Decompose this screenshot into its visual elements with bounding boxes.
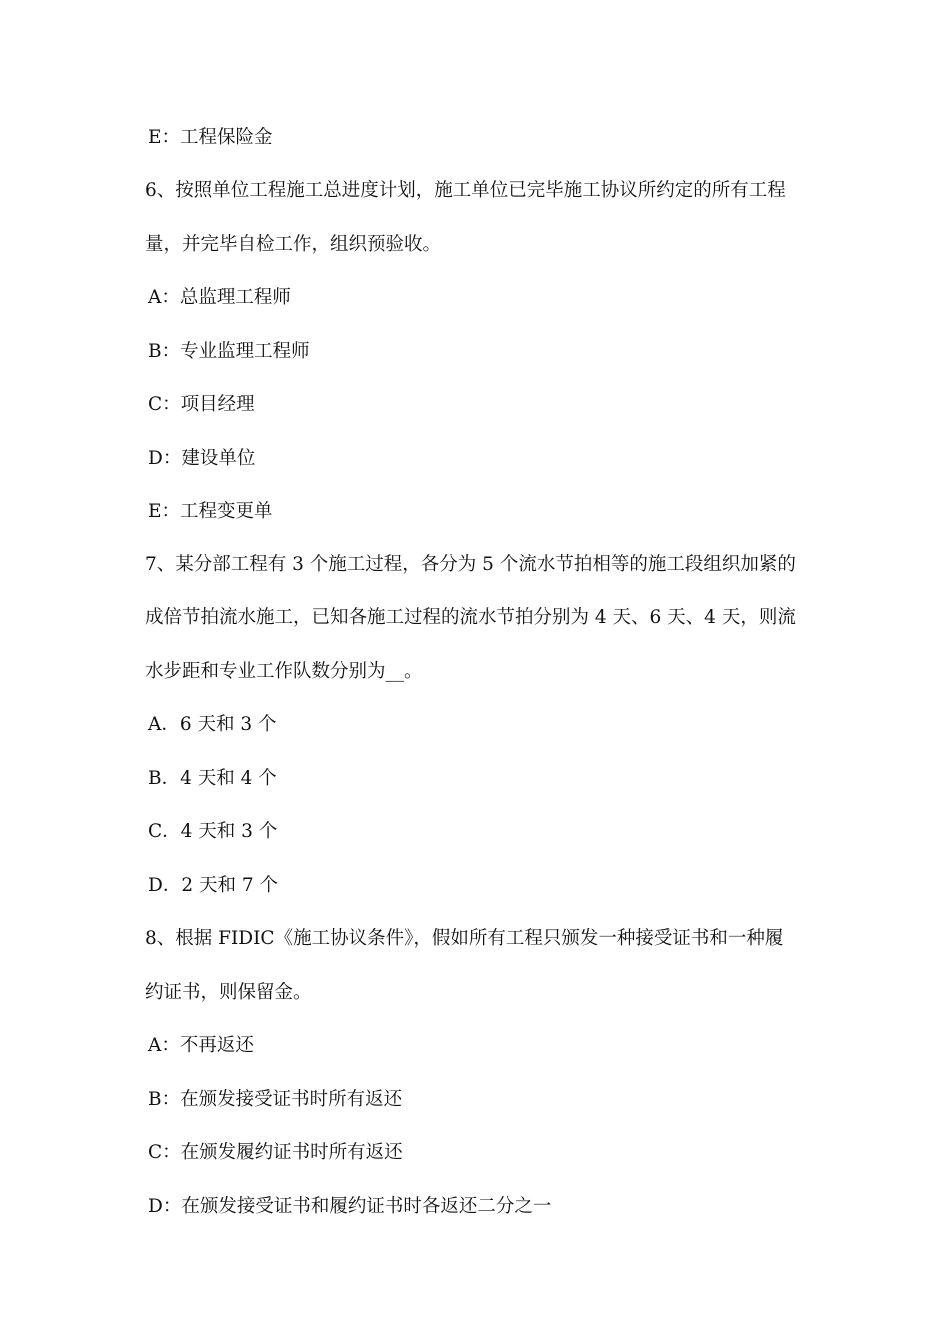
option-a-q8: A：不再返还 <box>148 1035 254 1056</box>
question-8-line-1: 8、根据 FIDIC《施工协议条件》，假如所有工程只颁发一种接受证书和一种履 <box>145 928 784 949</box>
question-8-line-2: 约证书，则保留金。 <box>145 982 312 1003</box>
question-7-line-1: 7、某分部工程有 3 个施工过程，各分为 5 个流水节拍相等的施工段组织加紧的 <box>145 554 796 575</box>
option-d-q8: D：在颁发接受证书和履约证书时各返还二分之一 <box>148 1196 552 1217</box>
option-c-q8: C：在颁发履约证书时所有返还 <box>148 1142 403 1163</box>
option-b-q7: B．4 天和 4 个 <box>148 768 277 789</box>
question-7-line-2: 成倍节拍流水施工，已知各施工过程的流水节拍分别为 4 天、6 天、4 天，则流 <box>145 607 796 628</box>
question-6-line-1: 6、按照单位工程施工总进度计划，施工单位已完毕施工协议所约定的所有工程 <box>145 180 786 201</box>
question-6-line-2: 量，并完毕自检工作，组织预验收。 <box>145 234 442 255</box>
option-d-q6: D：建设单位 <box>148 448 256 469</box>
option-a-q7: A．6 天和 3 个 <box>148 714 277 735</box>
option-c-q6: C：项目经理 <box>148 394 255 415</box>
option-e-q6: E：工程变更单 <box>148 501 273 522</box>
option-d-q7: D．2 天和 7 个 <box>148 875 279 896</box>
option-e-q5: E：工程保险金 <box>148 127 273 148</box>
question-7-line-3: 水步距和专业工作队数分别为__。 <box>145 661 423 682</box>
option-b-q6: B：专业监理工程师 <box>148 341 310 362</box>
option-a-q6: A：总监理工程师 <box>148 287 291 308</box>
option-b-q8: B：在颁发接受证书时所有返还 <box>148 1089 403 1110</box>
option-c-q7: C．4 天和 3 个 <box>148 821 278 842</box>
